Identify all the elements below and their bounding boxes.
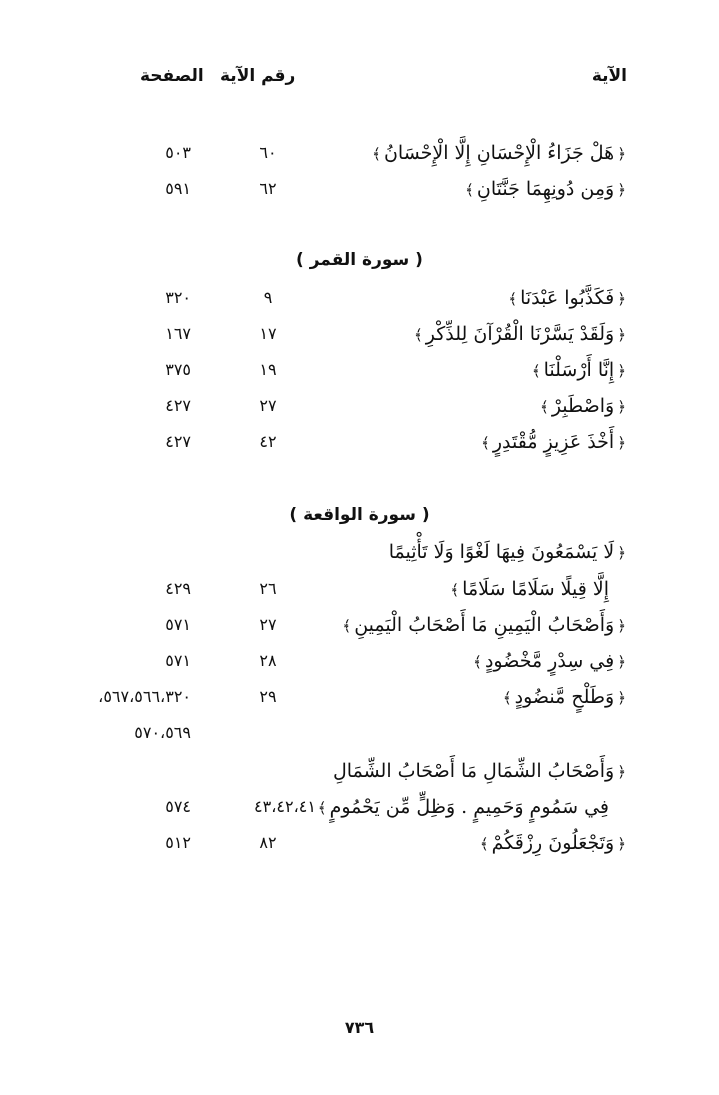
verse-text — [447, 574, 609, 605]
verse-text — [477, 828, 629, 859]
page-ref: ٣٢٠ — [165, 288, 191, 307]
header-page: الصفحة — [140, 66, 204, 86]
verse-words: لَا يَسْمَعُونَ فِيهَا لَغْوًا وَلَا تَأْثِيمًا — [388, 541, 615, 563]
verse-bracket-open: ﴿ — [617, 763, 626, 781]
page-ref: ٤٢٧ — [165, 432, 191, 451]
header-verse: الآية — [591, 66, 627, 86]
page-ref: ٣٧٥ — [165, 360, 191, 379]
verse-bracket-open: ﴿ — [617, 544, 626, 562]
verse-number: ٢٧ — [259, 615, 277, 634]
verse-bracket-close: ﴾ — [479, 835, 489, 853]
verse-bracket-close: ﴾ — [465, 181, 474, 199]
verse-number: ٩ — [263, 288, 273, 307]
verse-bracket-open: ﴿ — [617, 617, 626, 635]
verse-words: وَاصْطَبِرْ — [551, 395, 615, 417]
page-ref: ٥٧١ — [165, 615, 191, 634]
verse-bracket-close: ﴾ — [450, 581, 460, 599]
verse-words: إِنَّا أَرْسَلْنَا — [543, 359, 615, 381]
verse-bracket-open: ﴿ — [617, 181, 626, 199]
page-ref: ٥١٢ — [165, 833, 191, 852]
verse-number: ١٧ — [259, 324, 277, 343]
header-verse-number: رقم الآية — [220, 66, 296, 86]
verse-bracket-open: ﴿ — [617, 290, 626, 308]
verse-text — [333, 756, 629, 787]
table-row — [0, 174, 719, 204]
verse-text — [339, 610, 629, 641]
verse-text — [529, 355, 629, 386]
verse-number: ٢٨ — [259, 651, 277, 670]
table-row — [0, 828, 719, 858]
verse-number: ٤٣،٤٢،٤١ — [254, 797, 316, 816]
verse-number: ٢٦ — [259, 579, 277, 598]
verse-words: وَطَلْحٍ مَّنضُودٍ — [514, 686, 615, 708]
verse-number: ٢٩ — [259, 687, 277, 706]
verse-bracket-close: ﴾ — [372, 145, 381, 163]
table-row — [0, 319, 719, 349]
verse-words: هَلْ جَزَاءُ الْإِحْسَانِ إِلَّا الْإِحْسَانُ — [383, 142, 615, 164]
verse-bracket-open: ﴿ — [617, 434, 626, 452]
verse-bracket-close: ﴾ — [531, 362, 541, 380]
verse-text — [470, 646, 629, 677]
verse-bracket-close: ﴾ — [342, 617, 352, 635]
verse-bracket-close: ﴾ — [317, 799, 327, 817]
verse-bracket-close: ﴾ — [502, 689, 512, 707]
verse-number: ٨٢ — [259, 833, 277, 852]
verse-text — [315, 792, 609, 823]
table-row — [0, 756, 719, 786]
verse-words: وَأَصْحَابُ الْيَمِينِ مَا أَصْحَابُ الْيَمِينِ — [354, 614, 615, 636]
table-row — [0, 391, 719, 421]
page-number: ٧٣٦ — [344, 1018, 375, 1037]
table-row — [0, 355, 719, 385]
table-row — [0, 537, 719, 567]
verse-words: وَأَصْحَابُ الشِّمَالِ مَا أَصْحَابُ الشِّمَالِ — [333, 760, 615, 782]
verse-bracket-close: ﴾ — [413, 326, 423, 344]
page-ref: ٥٧٤ — [165, 797, 191, 816]
page-ref: ١٦٧ — [165, 324, 191, 343]
page-ref: ٥٧٠،٥٦٩ — [134, 723, 191, 742]
verse-number: ١٩ — [259, 360, 277, 379]
verse-number: ٦٠ — [259, 143, 277, 162]
table-row — [0, 718, 719, 748]
verse-bracket-open: ﴿ — [617, 326, 626, 344]
verse-text — [478, 427, 629, 458]
verse-words: وَلَقَدْ يَسَّرْنَا الْقُرْآنَ لِلذِّكْرِ — [425, 323, 615, 345]
verse-words: فِي سَمُومٍ وَحَمِيمٍ . وَظِلٍّ مِّن يَحْمُومٍ — [329, 796, 609, 818]
table-row — [0, 427, 719, 457]
verse-bracket-close: ﴾ — [508, 290, 518, 308]
table-row — [0, 574, 719, 604]
verse-text — [411, 319, 629, 350]
surah-title: ( سورة الواقعة ) — [289, 505, 430, 525]
verse-text — [505, 283, 629, 314]
verse-text — [369, 138, 629, 169]
verse-bracket-close: ﴾ — [473, 653, 482, 671]
verse-number: ٢٧ — [259, 396, 277, 415]
table-row — [0, 283, 719, 313]
verse-bracket-open: ﴿ — [617, 145, 626, 163]
verse-text — [500, 682, 629, 713]
table-row — [0, 646, 719, 676]
verse-number: ٤٢ — [259, 432, 277, 451]
verse-bracket-open: ﴿ — [617, 835, 626, 853]
verse-text — [389, 537, 629, 568]
table-row — [0, 610, 719, 640]
verse-bracket-open: ﴿ — [617, 362, 626, 380]
verse-words: إِلَّا قِيلًا سَلَامًا سَلَامًا — [462, 578, 609, 600]
verse-words: وَتَجْعَلُونَ رِزْقَكُمْ — [491, 832, 615, 854]
verse-words: فِي سِدْرٍ مَّخْضُودٍ — [484, 650, 615, 672]
verse-bracket-close: ﴾ — [540, 398, 549, 416]
page-ref: ٥٩١ — [165, 179, 191, 198]
page-ref: ٥٧١ — [165, 651, 191, 670]
verse-text — [537, 391, 629, 422]
verse-bracket-open: ﴿ — [617, 398, 626, 416]
page-ref: ٤٢٧ — [165, 396, 191, 415]
table-row — [0, 792, 719, 822]
verse-words: فَكَذَّبُوا عَبْدَنَا — [520, 287, 615, 309]
verse-bracket-open: ﴿ — [617, 653, 626, 671]
page-ref: ٥٦٧،٥٦٦،٣٢٠، — [98, 687, 191, 706]
page-ref: ٤٢٩ — [165, 579, 191, 598]
verse-bracket-close: ﴾ — [481, 434, 490, 452]
table-row — [0, 138, 719, 168]
verse-bracket-open: ﴿ — [617, 689, 626, 707]
verse-words: وَمِن دُونِهِمَا جَنَّتَانِ — [476, 178, 615, 200]
table-row — [0, 682, 719, 712]
verse-text — [462, 174, 629, 205]
verse-words: أَخْذَ عَزِيزٍ مُّقْتَدِرٍ — [492, 431, 615, 453]
verse-number: ٦٢ — [259, 179, 277, 198]
surah-title: ( سورة القمر ) — [296, 250, 423, 270]
page-ref: ٥٠٣ — [165, 143, 191, 162]
